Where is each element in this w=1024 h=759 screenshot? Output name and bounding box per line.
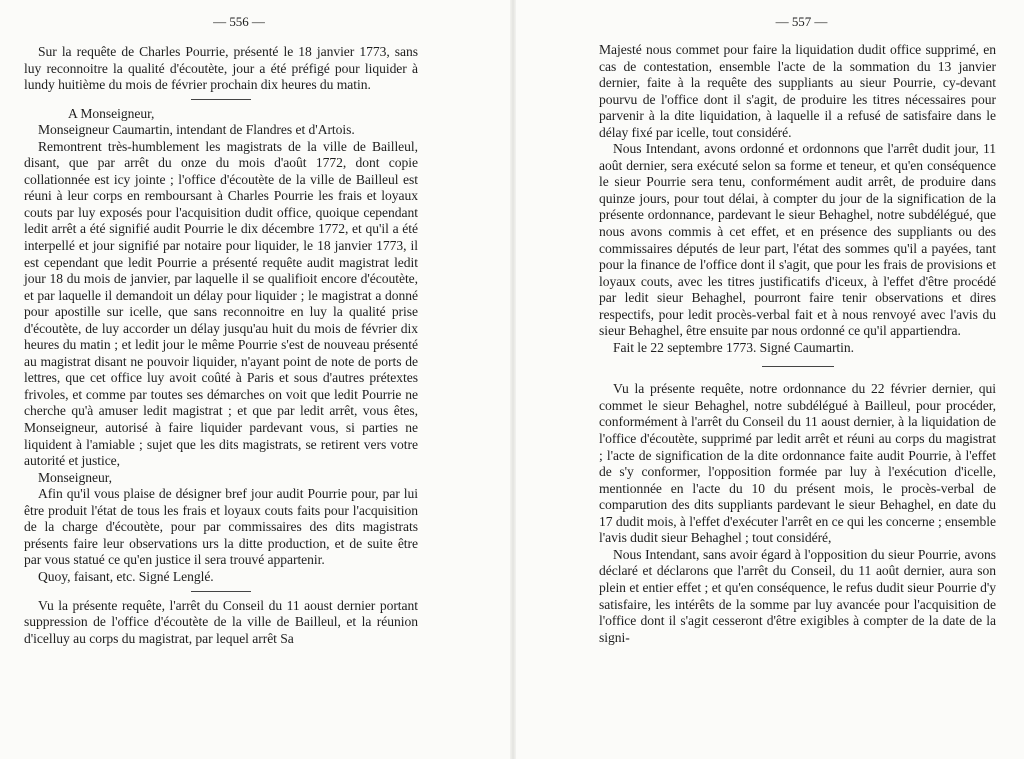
section-divider [191, 591, 251, 592]
section-divider [191, 99, 251, 100]
addressee: Monseigneur Caumartin, intendant de Flandres et d'Artois. [38, 122, 355, 138]
right-paragraph: Vu la présente requête, notre ordonnance du 22 février dernier, qui commet le sieur Behaghel, notre subdélégué à Bailleul, pour procéder, conformément à l'arrêt du Conseil du 11 aoust dernier, à la liquidation de l'office d'écoutète, supprimé par ledit arrêt et réuni au corps du magistrat ; l'acte de signification de la dite ordonnance faite audit Pourrie, à l'effet de s'y conformer, l'opposition formée par luy à l'exécution d'icelle, mentionnée en l'acte du 10 du présent mois, le procès-verbal de comparution des dits suppliants pardevant le sieur Behaghel, en date du 17 dudit mois, à l'effet d'exécuter l'arrêt en ce qui les concerne ; ensemble l'avis dudit sieur Behaghel ; tout considéré, [599, 381, 996, 546]
salutation: A Monseigneur, [68, 105, 155, 121]
section-divider [762, 366, 834, 367]
left-paragraph: Afin qu'il vous plaise de désigner bref jour audit Pourrie pour, par lui être produit l'état de tous les frais et loyaux couts faits pour l'acquisition de la charge d'écoutète, pour par commissaires des dits magistrats présents faire leur observations urs la ditte production, et de suite être par vous statué ce qu'en justice il sera trouvé appartenir. [24, 486, 418, 568]
book-gutter [510, 0, 516, 759]
left-paragraph: Remontrent très-humblement les magistrats de la ville de Bailleul, disant, que par arrêt du onze du mois d'août 1772, dont copie collationnée est icy jointe ; l'office d'écoutète de la ville de Bailleul est réuni à leur corps en remboursant à Charles Pourrie les frais et loyaux couts par luy exposés pour l'acquisition dudit office, quoique cependant ledit arrêt a été signifié audit Pourrie le dix décembre 1772, et qu'il a été interpellé et jour signifié par notaire pour liquider, le 18 janvier 1773, il est cependant que ledit Pourrie a présenté requête audit magistrat ledit jour 18 du mois de janvier, par laquelle il se qualifioit encore d'écoutète, et par laquelle il demandoit un délay pour liquider ; le magistrat a donné pour apostille sur icelle, que sans reconnoitre en luy la qualité prise d'écoutète, de luy accorder un délay jusqu'au huit du mois de février dix heures du matin ; et ledit jour le même Pourrie s'est de nouveau présenté au magistrat disant ne pouvoir liquider, n'ayant point de note de ports de lettres, que cet office luy avoit coûté à Paris et sous d'autres prétextes frivoles, et comme par toutes ses démarches on voit que ledit Pourrie ne cherche qu'à amuser ledit magistrat ; et que par ledit arrêt, vous êtes, Monseigneur, autorisé à faire liquider pardevant vous, si parties ne liquident à l'amiable ; sujet que les dits magistrats, se retirent vers votre autorité et justice, [24, 138, 418, 469]
left-paragraph: Sur la requête de Charles Pourrie, présenté le 18 janvier 1773, sans luy reconnoitre la qualité d'écoutète, jour a été préfigé pour liquider à lundy huitième du mois de février prochain dix heures du matin. [24, 44, 418, 93]
right-paragraph: Nous Intendant, avons ordonné et ordonnons que l'arrêt dudit jour, 11 août dernier, sera exécuté selon sa forme et teneur, et qu'en conséquence le sieur Pourrie sera tenu, conformément audit arrêt, de produire dans quinze jours, pour tout délai, à compter du jour de la signification de la présente ordonnance, pardevant le sieur Behaghel, notre subdélégué, que nous avons commis à cet effet, et en présence des suppliants ou des commissaires députés de leur part, l'état des sommes qu'il a payées, tant pour la finance de l'office dont il s'agit, que pour les frais de provisions et loyaux couts, avec les titres justificatifs d'iceux, à l'effet d'être procédé par ledit sieur Behaghel, pourront faire tenir observations et dires respectifs, pour ledit procès-verbal fait et à nous renvoyé avec l'avis du sieur Behaghel, être ensuite par nous ordonné ce qu'il appartiendra. [599, 141, 996, 339]
page-number-left: — 556 — [213, 14, 265, 29]
page-number-right: — 557 — [775, 14, 828, 29]
right-page [599, 14, 996, 646]
right-paragraph: Nous Intendant, sans avoir égard à l'opposition du sieur Pourrie, avons déclaré et déclarons que l'arrêt du Conseil, du 11 août dernier, aura son plein et entier effet ; et qu'en conséquence, le refus dudit sieur Pourrie d'y satisfaire, les intérêts de la somme par luy avancée pour l'acquisition de l'office dont il s'agit cesseront d'être exigibles à compter de la date de la signi- [599, 546, 996, 645]
left-paragraph: Vu la présente requête, l'arrêt du Conseil du 11 aoust dernier portant suppression de l'office d'écoutète de la ville de Bailleul, et la réunion d'icelluy au corps du magistrat, par lequel arrêt Sa [24, 597, 418, 646]
left-page [24, 14, 418, 647]
signature-line: Fait le 22 septembre 1773. Signé Caumartin. [613, 339, 854, 355]
right-paragraph: Majesté nous commet pour faire la liquidation dudit office supprimé, en cas de contestation, ensemble l'acte de la sommation du 13 janvier dernier, faite à la requête des suppliants au sieur Pourrie, cy-devant pourvu de l'office dont il s'agit, de produire les titres nécessaires pour parvenir à la dite liquidation, à laquelle il a refusé de satisfaire dans le délay fixé par icelle, tout considéré. [599, 42, 996, 140]
salutation: Monseigneur, [38, 469, 112, 485]
signature-line: Quoy, faisant, etc. Signé Lenglé. [38, 568, 214, 584]
